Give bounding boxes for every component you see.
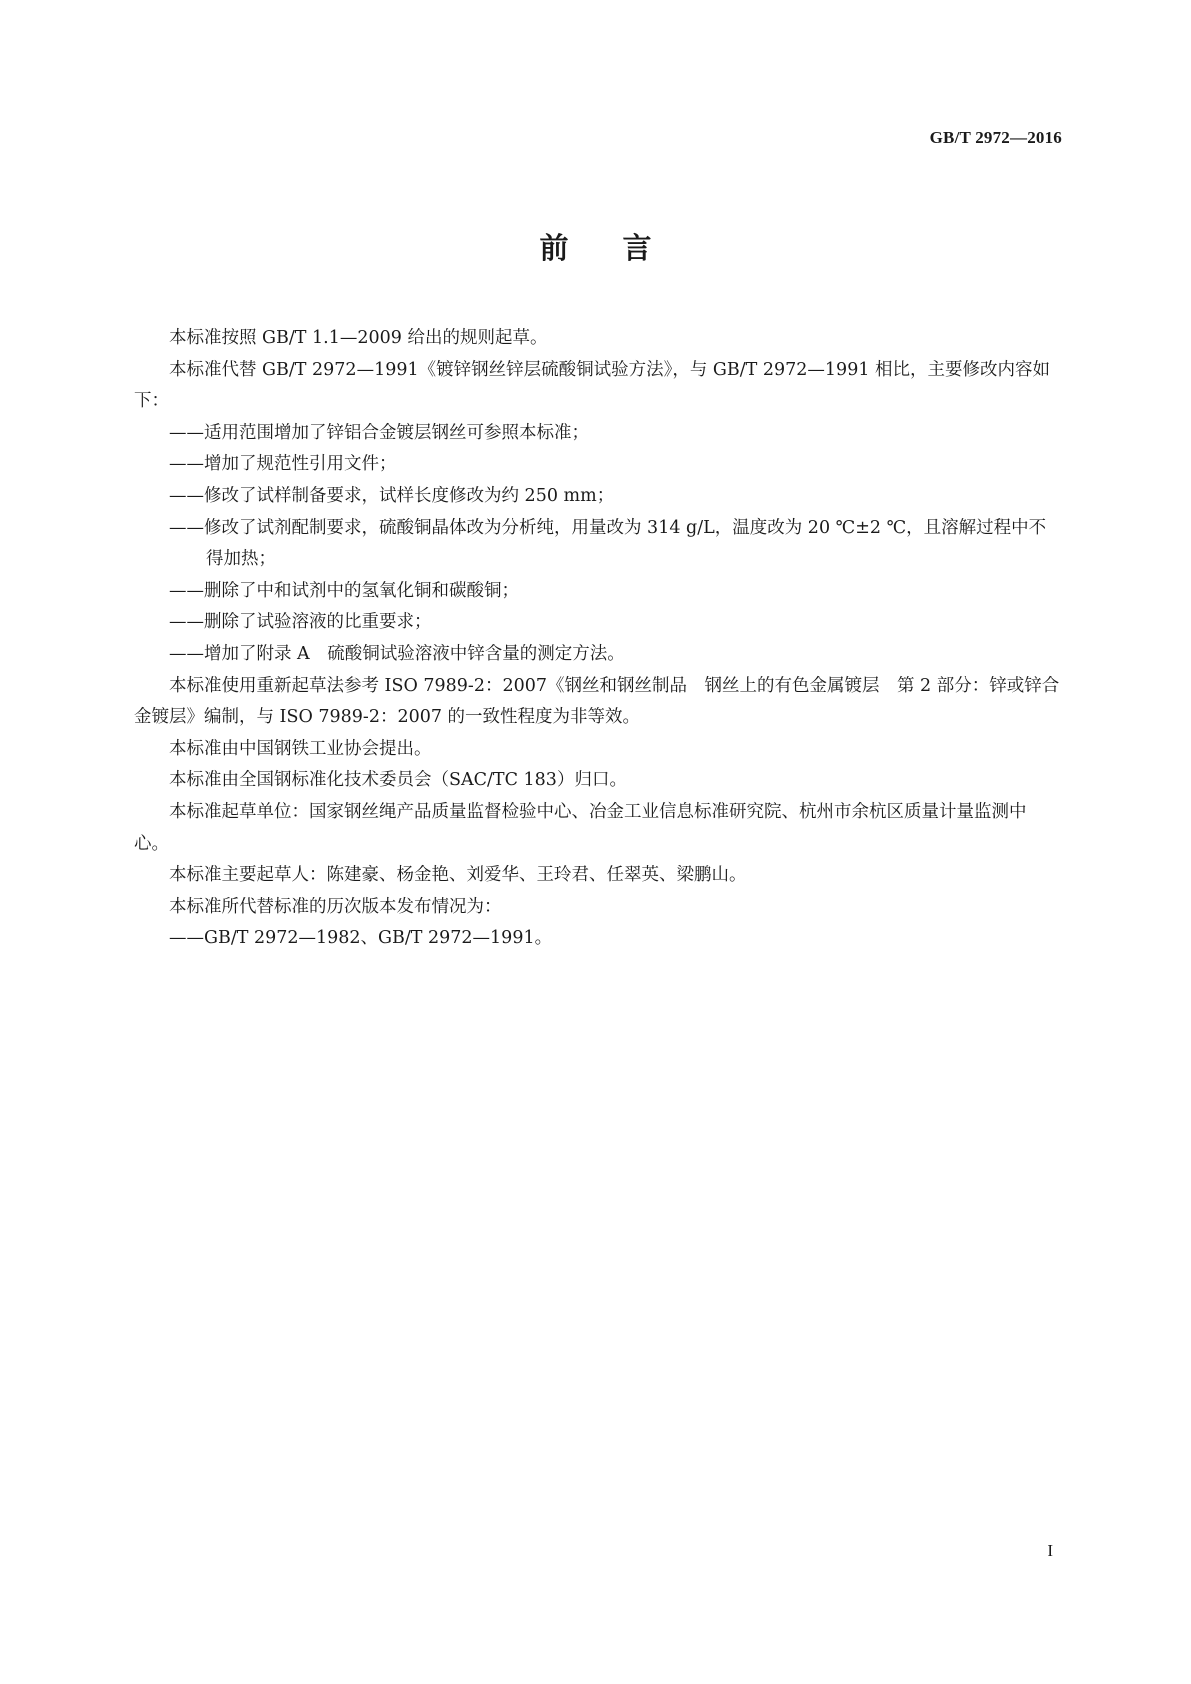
list-item: ——增加了规范性引用文件； (169, 454, 397, 475)
list-item: ——GB/T 2972—1982、GB/T 2972—1991。 (169, 928, 553, 949)
paragraph: 本标准由全国钢标准化技术委员会（SAC/TC 183）归口。 (169, 770, 627, 791)
standard-code: GB/T 2972—2016 (929, 128, 1062, 147)
paragraph: 本标准代替 GB/T 2972—1991《镀锌钢丝锌层硫酸铜试验方法》，与 GB/T 2972—1991 相比，主要修改内容如下： (134, 359, 1051, 412)
list-item: ——删除了中和试剂中的氢氧化铜和碳酸铜； (169, 580, 519, 601)
paragraph: 本标准所代替标准的历次版本发布情况为： (169, 896, 502, 917)
paragraph: 本标准按照 GB/T 1.1—2009 给出的规则起草。 (169, 328, 548, 348)
paragraph: 本标准起草单位：国家钢丝绳产品质量监督检验中心、冶金工业信息标准研究院、杭州市余杭区质量计量监测中心。 (134, 801, 1027, 854)
list-item: ——修改了试样制备要求，试样长度修改为约 250 mm； (169, 485, 615, 506)
list-item: ——删除了试验溶液的比重要求； (169, 612, 432, 633)
list-item: ——增加了附录 A 硫酸铜试验溶液中锌含量的测定方法。 (169, 643, 625, 664)
paragraph: 本标准主要起草人：陈建豪、杨金艳、刘爱华、王玲君、任翠英、梁鹏山。 (169, 865, 747, 886)
page-number: I (1047, 1541, 1053, 1560)
paragraph: 本标准由中国钢铁工业协会提出。 (169, 738, 432, 759)
list-item: ——适用范围增加了锌铝合金镀层钢丝可参照本标准； (169, 422, 589, 443)
page-title: 前言 (539, 231, 706, 265)
foreword-body (134, 323, 1060, 955)
list-item: ——修改了试剂配制要求，硫酸铜晶体改为分析纯，用量改为 314 g/L，温度改为 20 ℃±2 ℃，且溶解过程中不得加热； (169, 517, 1047, 570)
paragraph: 本标准使用重新起草法参考 ISO 7989-2：2007《钢丝和钢丝制品 钢丝上的有色金属镀层 第 2 部分：锌或锌合金镀层》编制，与 ISO 7989-2：2007 的一致性程度为非等效。 (134, 675, 1060, 728)
